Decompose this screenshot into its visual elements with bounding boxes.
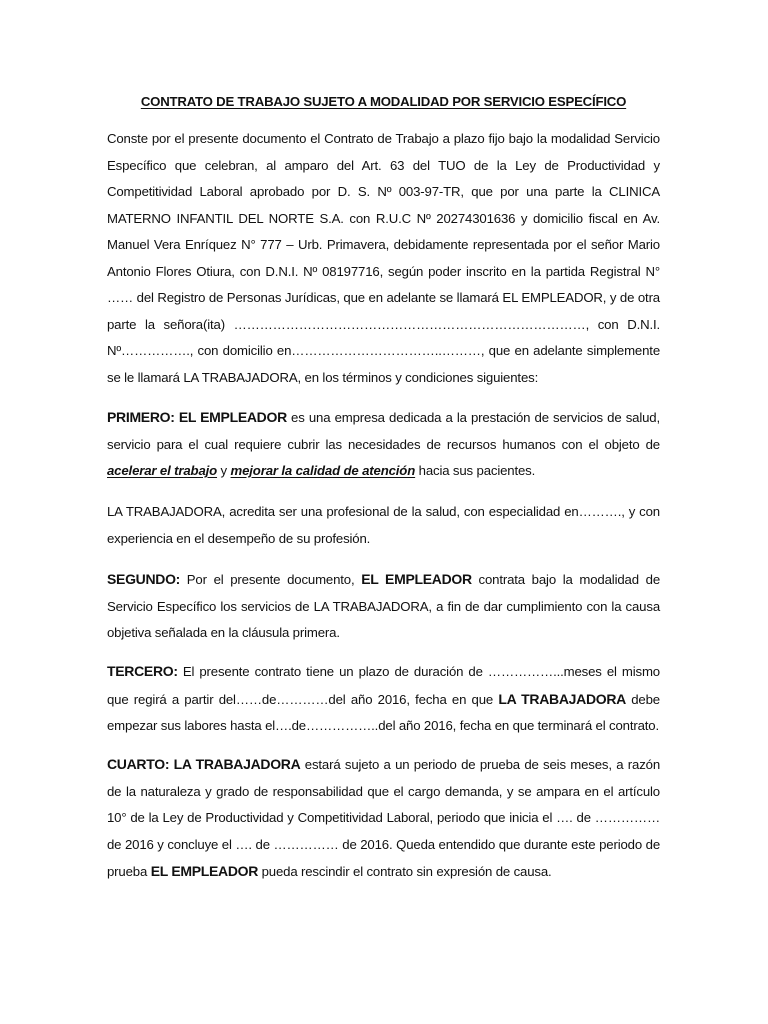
clause-primero-text-1: es una empresa dedicada a la prestación de servicios de salud, servicio para el cual requiere cubrir las necesidades de recursos humanos con el objeto de bbox=[107, 410, 660, 452]
clause-tercero-bold-1: LA TRABAJADORA bbox=[498, 690, 626, 707]
clause-segundo-label: SEGUNDO: bbox=[107, 571, 181, 587]
clause-segundo bbox=[107, 566, 660, 647]
clause-segundo-text-2: contrata bajo la modalidad de Servicio Específico los servicios de LA TRABAJADORA, a fin de dar cumplimiento con la causa objetiva señalada en la cláusula primera. bbox=[107, 572, 660, 640]
document-title-text: CONTRATO DE TRABAJO SUJETO A MODALIDAD POR SERVICIO ESPECÍFICO bbox=[140, 94, 627, 109]
clause-primero-text-2: y bbox=[217, 463, 231, 478]
trabajadora-paragraph: LA TRABAJADORA, acredita ser una profesional de la salud, con especialidad en………., y con experiencia en el desempeño de su profesión. bbox=[107, 504, 660, 546]
clause-tercero-label: TERCERO: bbox=[107, 663, 178, 679]
clause-cuarto-text-2: pueda rescindir el contrato sin expresión de causa. bbox=[258, 864, 552, 879]
clause-segundo-bold-1: EL EMPLEADOR bbox=[361, 571, 472, 587]
clause-cuarto-text-1: estará sujeto a un periodo de prueba de seis meses, a razón de la naturaleza y grado de responsabilidad que el cargo demanda, y se ampara en el artículo 10° de la Ley de Productividad y Competitividad Laboral, periodo que inicia el …. de …………… de 2016 y concluye el …. de …………… de 2016. Queda entendido que durante este periodo de prueba bbox=[107, 757, 661, 879]
clause-segundo-text-1: Por el presente documento, bbox=[180, 572, 362, 587]
clause-cuarto-bold-1: EL EMPLEADOR bbox=[150, 863, 259, 879]
clause-cuarto bbox=[107, 751, 660, 886]
clause-cuarto-label: CUARTO: LA TRABAJADORA bbox=[107, 756, 301, 772]
clause-tercero-text-1: El presente contrato tiene un plazo de duración de ……………...meses el mismo que regirá a partir del……de…………del año 2016, fecha en que bbox=[107, 664, 660, 707]
clause-primero-label: PRIMERO: EL EMPLEADOR bbox=[107, 409, 287, 425]
clause-tercero bbox=[107, 658, 660, 740]
clause-primero-text-3: hacia sus pacientes. bbox=[415, 463, 536, 478]
clause-primero-emphasis-1: acelerar el trabajo bbox=[107, 463, 218, 478]
clause-primero-emphasis-2: mejorar la calidad de atención bbox=[230, 463, 416, 478]
intro-paragraph: Conste por el presente documento el Contrato de Trabajo a plazo fijo bajo la modalidad Servicio Específico que celebran, al amparo del Art. 63 del TUO de la Ley de Productividad y Competitividad Laboral aprobado por D. S. Nº 003-97-TR, que por una parte la CLINICA MATERNO INFANTIL DEL NORTE S.A. con R.U.C Nº 20274301636 y domicilio fiscal en Av. Manuel Vera Enríquez N° 777 – Urb. Primavera, debidamente representada por el señor Mario Antonio Flores Otiura, con D.N.I. Nº 08197716, según poder inscrito en la partida Registral N° …… del Registro de Personas Jurídicas, que en adelante se llamará EL EMPLEADOR, y de otra parte la señora(ita) ………………………………………………………………………, con D.N.I. Nº……………., con domicilio en……………………………..………, que en adelante simplemente se le llamará LA TRABAJADORA, en los términos y condiciones siguientes: bbox=[107, 131, 660, 385]
clause-primero bbox=[107, 404, 660, 485]
clause-tercero-text-2: debe empezar sus labores hasta el….de……………..del año 2016, fecha en que terminará el contrato. bbox=[107, 691, 660, 733]
document-title bbox=[107, 94, 660, 109]
